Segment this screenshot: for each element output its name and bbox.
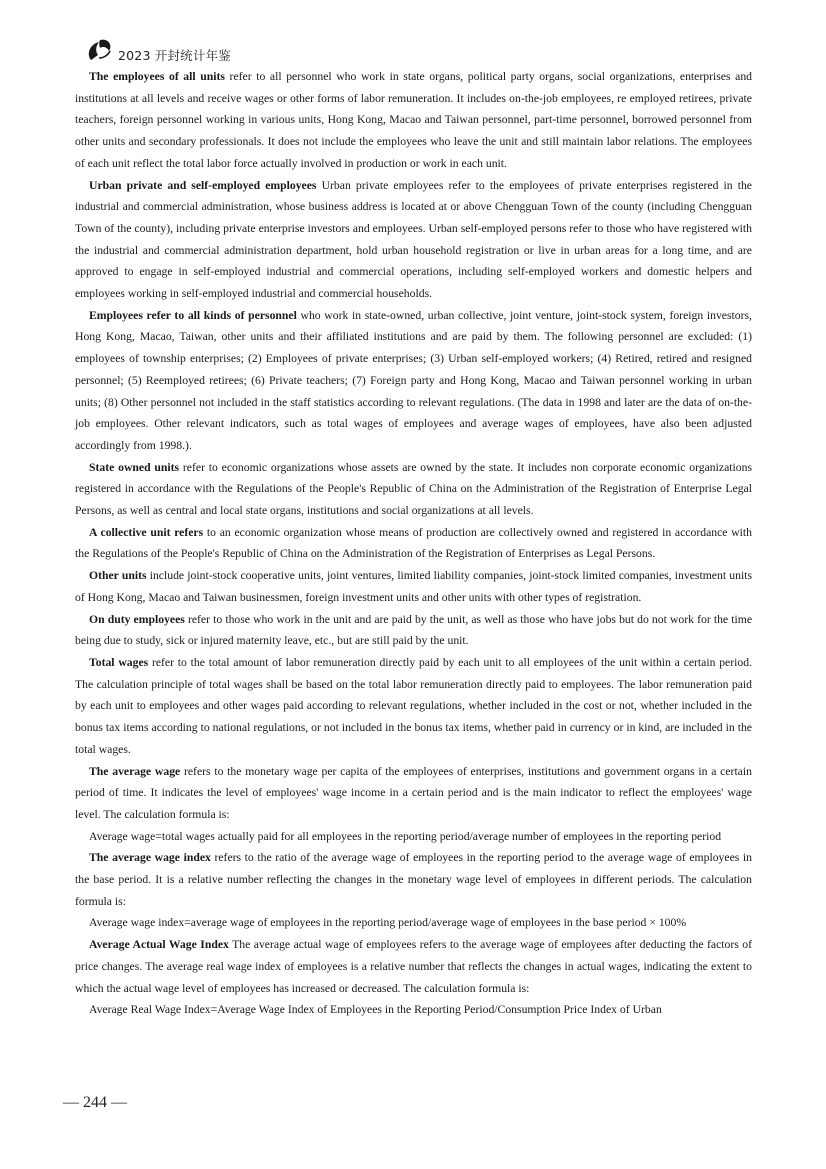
term: Employees refer to all kinds of personnel (89, 308, 297, 322)
paragraph-average-wage-index (75, 847, 752, 912)
definition: refer to economic organizations whose assets are owned by the state. It includes non corporate economic organizations registered in accordance with the Regulations of the People's Republic of China on the Administration of the Registration of Enterprise Legal Persons, as well as central and local state organs, institutions and social organizations at all levels. (75, 460, 752, 518)
paragraph-urban-private-self-employed (75, 175, 752, 305)
term: Urban private and self-employed employees (89, 178, 317, 192)
paragraph-on-duty-employees (75, 609, 752, 652)
body-text (75, 66, 752, 1021)
definition: The average actual wage of employees refers to the average wage of employees after deducting the factors of price changes. The average real wage index of employees is a relative number that reflects the changes in actual wages, indicating the extent to which the actual wage level of employees has increased or decreased. The calculation formula is: (75, 938, 753, 995)
header-title: 2023 开封统计年鉴 (118, 48, 231, 63)
paragraph-employees-all-units (75, 66, 752, 175)
term: State owned units (89, 460, 180, 474)
definition: refer to the total amount of labor remuneration directly paid by each unit to all employees of the unit within a certain period. The calculation principle of total wages shall be based on the total labor remuneration directly paid to employees. The labor remuneration paid by each unit to employees and other wages paid according to relevant regulations, whether included in the cost or not, whether included in the bonus tax items according to national regulations, or not included in the bonus tax items, whether paid in currency or in kind, are included in the total wages. (75, 655, 752, 756)
yearbook-logo-icon (84, 36, 114, 66)
paragraph-employees-all-personnel (75, 305, 752, 457)
term: Other units (89, 569, 147, 583)
definition: refers to the monetary wage per capita of the employees of enterprises, institutions and government organs in a certain period of time. It indicates the level of employees' wage income in a certain period and is the main indicator to reflect the employees' wage level. The calculation formula is: (75, 764, 752, 821)
running-header (84, 36, 231, 66)
formula-text: Average wage index=average wage of employees in the reporting period/average wage of employees in the base period × 100% (89, 916, 687, 930)
definition: to an economic organization whose means of production are collectively owned and registered in accordance with the Regulations of the People's Republic of China on the Administration of the Registration of Enterprises as Legal Persons. (75, 525, 752, 561)
paragraph-average-actual-wage-index (75, 934, 752, 999)
term: On duty employees (89, 612, 185, 626)
term: Total wages (89, 655, 149, 669)
definition: who work in state-owned, urban collective, joint venture, joint-stock system, foreign investors, Hong Kong, Macao, Taiwan, other units and their affiliated institutions and are paid by them. The following personnel are excluded: (1) employees of township enterprises; (2) Employees of private enterprises; (3) Urban self-employed workers; (4) Retired, retired and resigned personnel; (5) Reemployed retirees; (6) Private teachers; (7) Foreign party and Hong Kong, Macao and Taiwan personnel working in urban units; (8) Other personnel not included in the staff statistics according to relevant regulations. (The data in 1998 and later are the data of on-the-job employees. Other relevant indicators, such as total wages of employees and average wages of employees, have also been adjusted accordingly from 1998.). (75, 308, 752, 452)
paragraph-collective-unit (75, 522, 752, 565)
paragraph-other-units (75, 565, 752, 608)
formula-average-wage-index (75, 912, 752, 934)
paragraph-total-wages (75, 652, 752, 761)
term: The average wage index (89, 851, 211, 865)
term: The average wage (89, 764, 181, 778)
term: The employees of all units (89, 70, 225, 83)
page-number: — 244 — (63, 1094, 127, 1111)
paragraph-state-owned-units (75, 457, 752, 522)
paragraph-average-wage (75, 761, 752, 826)
definition: refer to all personnel who work in state organs, political party organs, social organizations, enterprises and institutions at all levels and receive wages or other forms of labor remuneration. It includes on-the-job employees, re employed retirees, private teachers, foreign personnel working in various units, Hong Kong, Macao and Taiwan personnel, part-time personnel, borrowed personnel from other units and secondary professionals. It does not include the employees who leave the unit and still maintain labor relations. The employees of each unit reflect the total labor force actually involved in production or work in each unit. (75, 70, 753, 170)
term: A collective unit refers (89, 525, 204, 539)
definition: Urban private employees refer to the employees of private enterprises registered in the industrial and commercial administration, whose business address is located at or above Chengguan Town of the county (including Chengguan Town of the county), including private enterprise investors and employees. Urban self-employed persons refer to those who have registered with the industrial and commercial administration department, hold urban household registration or live in urban areas for a long time, and are approved to engage in self-employed industrial and commercial operations, including self-employed workers and domestic helpers and employees working in self-employed industrial and commercial households. (75, 178, 752, 301)
definition: include joint-stock cooperative units, joint ventures, limited liability companies, joint-stock limited companies, investment units of Hong Kong, Macao and Taiwan businessmen, foreign investment units and other units with other types of registration. (75, 569, 752, 604)
formula-text: Average Real Wage Index=Average Wage Index of Employees in the Reporting Period/Consumption Price Index of Urban (89, 1003, 662, 1017)
definition: refers to the ratio of the average wage of employees in the reporting period to the average wage of employees in the base period. It is a relative number reflecting the changes in the monetary wage level of employees in different periods. The calculation formula is: (75, 851, 753, 908)
term: Average Actual Wage Index (89, 938, 229, 952)
formula-average-real-wage-index (75, 999, 752, 1021)
definition: refer to those who work in the unit and are paid by the unit, as well as those who have jobs but do not work for the time being due to study, sick or injured maternity leave, etc., but are still paid by the unit. (75, 612, 753, 648)
formula-text: Average wage=total wages actually paid for all employees in the reporting period/average number of employees in the reporting period (89, 829, 722, 843)
formula-average-wage (75, 826, 752, 848)
